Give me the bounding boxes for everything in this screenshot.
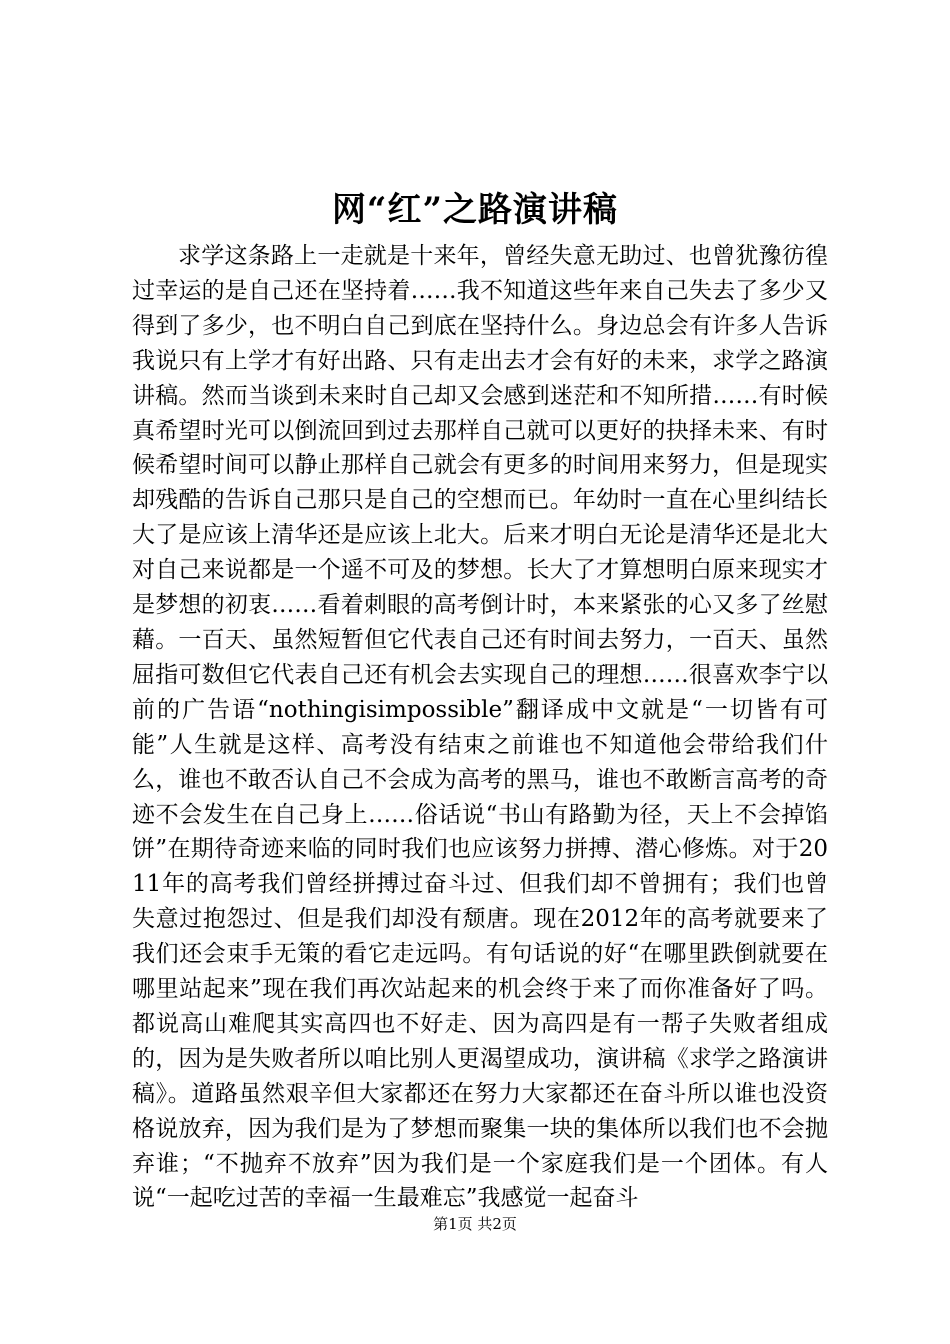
page-footer: 第1页 共2页	[433, 1215, 517, 1233]
document-title: 网“红”之路演讲稿	[331, 190, 619, 230]
body-paragraph: 求学这条路上一走就是十来年，曾经失意无助过、也曾犹豫彷徨过幸运的是自己还在坚持着……我不知道这些年来自己失去了多少又得到了多少，也不明白自己到底在坚持什么。身边总会有许多人告诉我说只有上学才有好出路、只有走出去才会有好的未来，求学之路演讲稿。然而当谈到未来时自己却又会感到迷茫和不知所措……有时候真希望时光可以倒流回到过去那样自己就可以更好的抉择未来、有时候希望时间可以静止那样自己就会有更多的时间用来努力，但是现实却残酷的告诉自己那只是自己的空想而已。年幼时一直在心里纠结长大了是应该上清华还是应该上北大。后来才明白无论是清华还是北大对自己来说都是一个遥不可及的梦想。长大了才算想明白原来现实才是梦想的初衷……看着刺眼的高考倒计时，本来紧张的心又多了丝慰藉。一百天、虽然短暂但它代表自己还有时间去努力，一百天、虽然屈指可数但它代表自己还有机会去实现自己的理想……很喜欢李宁以前的广告语“nothingisimpossible”翻译成中文就是“一切皆有可能”人生就是这样、高考没有结束之前谁也不知道他会带给我们什么，谁也不敢否认自己不会成为高考的黑马，谁也不敢断言高考的奇迹不会发生在自己身上……俗话说“书山有路勤为径，天上不会掉馅饼”在期待奇迹来临的同时我们也应该努力拼搏、潜心修炼。对于2011年的高考我们曾经拼搏过奋斗过、但我们却不曾拥有；我们也曾失意过抱怨过、但是我们却没有颓唐。现在2012年的高考就要来了我们还会束手无策的看它走远吗。有句话说的好“在哪里跌倒就要在哪里站起来”现在我们再次站起来的机会终于来了而你准备好了吗。都说高山难爬其实高四也不好走、因为高四是有一帮子失败者组成的，因为是失败者所以咱比别人更渴望成功，演讲稿《求学之路演讲稿》。道路虽然艰辛但大家都还在努力大家都还在奋斗所以谁也没资格说放弃，因为我们是为了梦想而聚集一块的集体所以我们也不会抛弃谁；“不抛弃不放弃”因为我们是一个家庭我们是一个团体。有人说“一起吃过苦的幸福一生最难忘”我感觉一起奋斗	[132, 243, 828, 1212]
